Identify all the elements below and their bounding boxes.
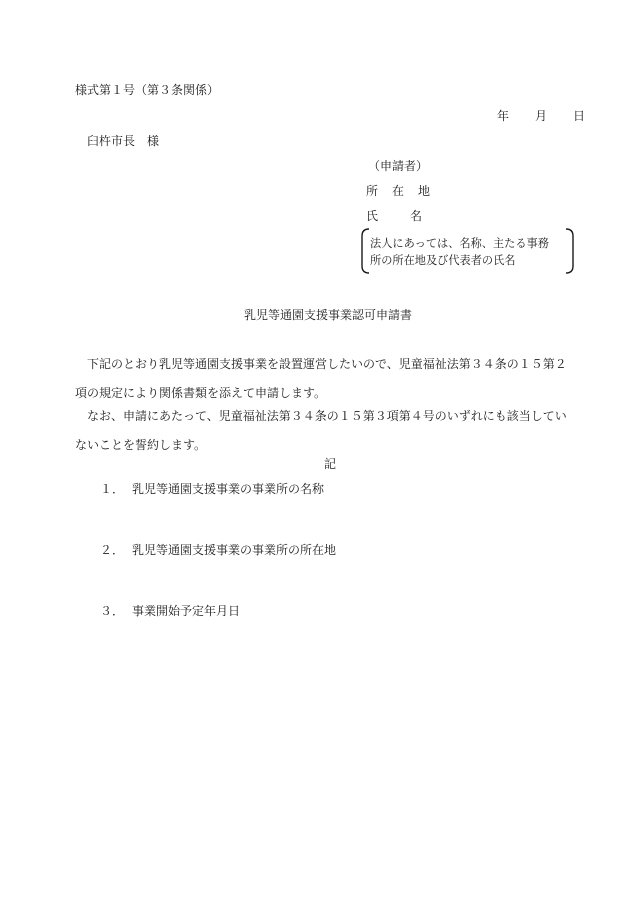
addressee-honorific: 様 [147,134,160,148]
address-label-char: 地 [418,184,431,198]
list-item-number: １． [100,482,125,496]
ki-heading: 記 [324,457,337,471]
address-label [366,185,430,197]
date-day: 日 [573,109,586,123]
list-item [100,544,336,556]
name-label [366,210,422,222]
list-item-number: ２． [100,543,125,557]
body-line: ないことを誓約します。 [75,438,207,452]
list-item [100,605,240,617]
list-item-label: 事業開始予定年月日 [132,604,241,618]
corporate-note-bracket [360,228,575,274]
name-label-char: 氏 [366,209,379,223]
body-line: 項の規定により関係書類を添えて申請します。 [75,386,327,400]
body-line: なお、申請にあたって、児童福祉法第３４条の１５第３項第４号のいずれにも該当してい [75,409,567,423]
body-paragraph-pledge [75,402,595,460]
address-label-char: 在 [392,184,405,198]
date-year: 年 [497,109,510,123]
list-item [100,483,324,495]
corporate-note-line: 法人にあっては、名称、主たる事務 [370,237,549,250]
list-item-label: 乳児等通園支援事業の事業所の名称 [132,482,325,496]
date-month: 月 [535,109,548,123]
form-number: 様式第１号（第３条関係） [75,83,220,97]
addressee [87,135,159,147]
address-label-char: 所 [366,184,379,198]
corporate-note [370,235,549,269]
list-item-label: 乳児等通園支援事業の事業所の所在地 [132,543,337,557]
body-paragraph-application [75,350,595,408]
document-title: 乳児等通園支援事業認可申請書 [244,308,413,322]
corporate-note-line: 所の所在地及び代表者の氏名 [370,254,516,267]
addressee-name: 臼杵市長 [87,134,136,148]
body-line: 下記のとおり乳児等通園支援事業を設置運営したいので、児童福祉法第３４条の１５第２ [75,357,567,371]
date-line [497,110,585,122]
list-item-number: ３． [100,604,125,618]
name-label-char: 名 [410,209,423,223]
applicant-heading: （申請者） [368,159,429,173]
